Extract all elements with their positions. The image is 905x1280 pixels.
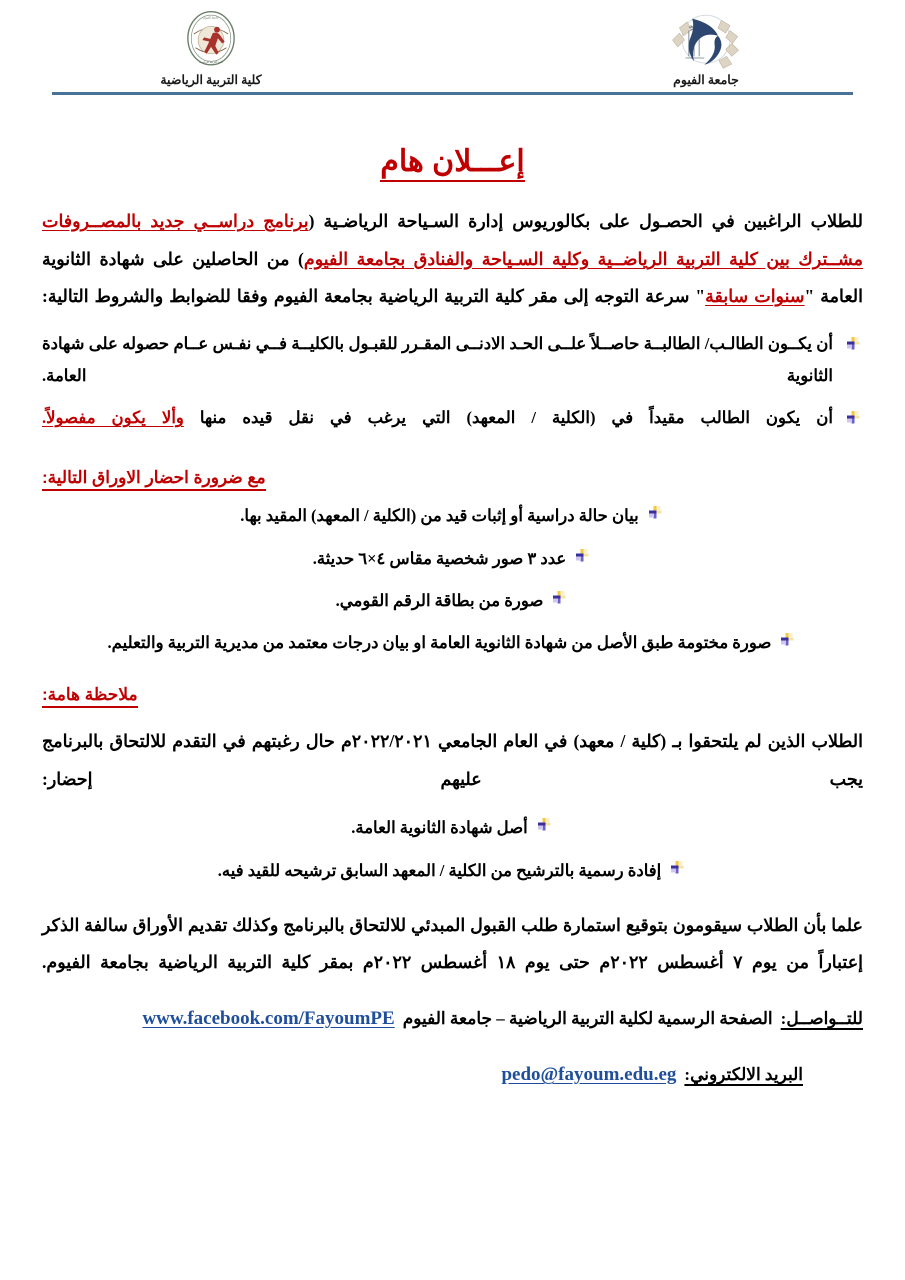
svg-text:جامعة الفيوم: جامعة الفيوم <box>203 15 219 20</box>
multicolor-cross-bullet-icon <box>847 337 861 351</box>
social-contact-label: للتــواصــل: <box>780 1008 863 1028</box>
page-title <box>42 144 863 179</box>
intro-line-2 <box>42 241 863 279</box>
facebook-page-link[interactable]: www.facebook.com/FayoumPE <box>142 1007 395 1029</box>
documents-section-heading-text: مع ضرورة احضار الاوراق التالية: <box>42 468 266 491</box>
closing-paragraph: علما بأن الطلاب سيقومون بتوقيع استمارة طلب القبول المبدئي للالتحاق بالبرنامج وكذلك تقديم الأوراق سالفة الذكر إعتباراً من يوم ٧ أغسطس ٢٠٢٢م حتى يوم ١٨ أغسطس ٢٠٢٢م بمقر كلية التربية الرياضية بجامعة الفيوم. <box>42 914 864 973</box>
document-item-2: عدد ٣ صور شخصية مقاس ٤×٦ حديثة. <box>312 548 567 568</box>
document-header <box>42 0 863 106</box>
multicolor-cross-bullet-icon <box>576 549 590 563</box>
social-contact-row <box>42 1008 863 1030</box>
list-item <box>42 402 863 434</box>
social-contact-text: الصفحة الرسمية لكلية التربية الرياضية – جامعة الفيوم <box>402 1008 773 1028</box>
multicolor-cross-bullet-icon <box>671 861 685 875</box>
document-item-1: بيان حالة دراسية أو إثبات قيد من (الكلية / المعهد) المقيد بها. <box>240 506 639 526</box>
note-item-2: إفادة رسمية بالترشيح من الكلية / المعهد السابق ترشيحه للقيد فيه. <box>217 860 662 880</box>
documents-list <box>42 500 863 659</box>
list-item <box>42 585 863 617</box>
note-list <box>42 812 863 886</box>
intro-line-3-black-end: " سرعة التوجه إلى مقر كلية التربية الرياضية بجامعة الفيوم وفقا للضوابط والشروط التالية: <box>42 286 706 307</box>
document-item-3: صورة من بطاقة الرقم القومي. <box>335 590 544 610</box>
condition-2-text-black: أن يكون الطالب مقيداً في (الكلية / المعهد) التي يرغب في نقل قيده منها <box>183 408 833 428</box>
intro-line-2-black: ) من الحاصلين على شهادة الثانوية <box>42 248 304 269</box>
faculty-logo-block <box>106 10 316 88</box>
note-section-heading-text: ملاحظة هامة: <box>42 685 138 708</box>
faculty-logo-caption: كلية التربية الرياضية <box>160 73 262 87</box>
note-section-heading <box>42 685 863 705</box>
list-item <box>42 855 863 887</box>
intro-line-1-black: للطلاب الراغبين في الحصـول على بكالوريوس إدارة السـياحة الرياضـية ( <box>308 211 863 231</box>
fayoum-university-logo-icon <box>601 10 811 70</box>
svg-text:كلية التربية الرياضية: كلية التربية الرياضية <box>199 60 223 65</box>
intro-line-3-black-start: العامة " <box>804 286 863 307</box>
intro-line-3 <box>42 278 863 316</box>
multicolor-cross-bullet-icon <box>649 506 663 520</box>
intro-line-2-red: مشــترك بين كلية التربية الرياضــية وكلية السـياحة والفنادق بجامعة الفيوم <box>303 248 863 269</box>
intro-line-1 <box>42 203 863 241</box>
conditions-list <box>42 328 863 435</box>
university-logo-caption: جامعة الفيوم <box>673 73 739 87</box>
condition-2-text-red: وألا يكون مفصولاً. <box>42 408 184 428</box>
multicolor-cross-bullet-icon <box>781 633 795 647</box>
list-item <box>42 500 863 532</box>
university-logo-block <box>601 10 811 88</box>
email-contact-label: البريد الالكتروني: <box>684 1064 803 1084</box>
list-item <box>42 627 863 659</box>
email-address-link[interactable]: pedo@fayoum.edu.eg <box>501 1063 677 1085</box>
list-item <box>42 543 863 575</box>
faculty-of-physical-education-seal-icon <box>106 10 316 70</box>
list-item <box>42 812 863 844</box>
page-title-text: إعـــلان هام <box>380 145 524 182</box>
multicolor-cross-bullet-icon <box>538 818 552 832</box>
condition-1-text: أن يكــون الطالـب/ الطالبــة حاصــلاً علــى الحـد الادنــى المقـرر للقبـول بالكليــة فــي نفـس عــام حصوله على شهادة الثانوية العامة. <box>42 333 833 386</box>
documents-section-heading <box>42 468 863 488</box>
multicolor-cross-bullet-icon <box>553 591 567 605</box>
intro-line-1-red: برنامج دراســي جديد بالمصــروفات <box>42 211 309 231</box>
note-paragraph: الطلاب الذين لم يلتحقوا بـ (كلية / معهد) في العام الجامعي ٢٠٢٢/٢٠٢١م حال رغبتهم في التقدم للالتحاق بالبرنامج يجب عليهم إحضار: <box>42 731 863 789</box>
list-item <box>42 328 863 392</box>
intro-line-3-red: سنوات سابقة <box>705 286 805 307</box>
multicolor-cross-bullet-icon <box>847 411 861 425</box>
header-divider <box>52 92 853 95</box>
note-item-1: أصل شهادة الثانوية العامة. <box>351 818 528 838</box>
document-item-4: صورة مختومة طبق الأصل من شهادة الثانوية العامة او بيان درجات معتمد من مديرية التربية والتعليم. <box>107 632 772 652</box>
email-contact-row <box>42 1064 863 1086</box>
